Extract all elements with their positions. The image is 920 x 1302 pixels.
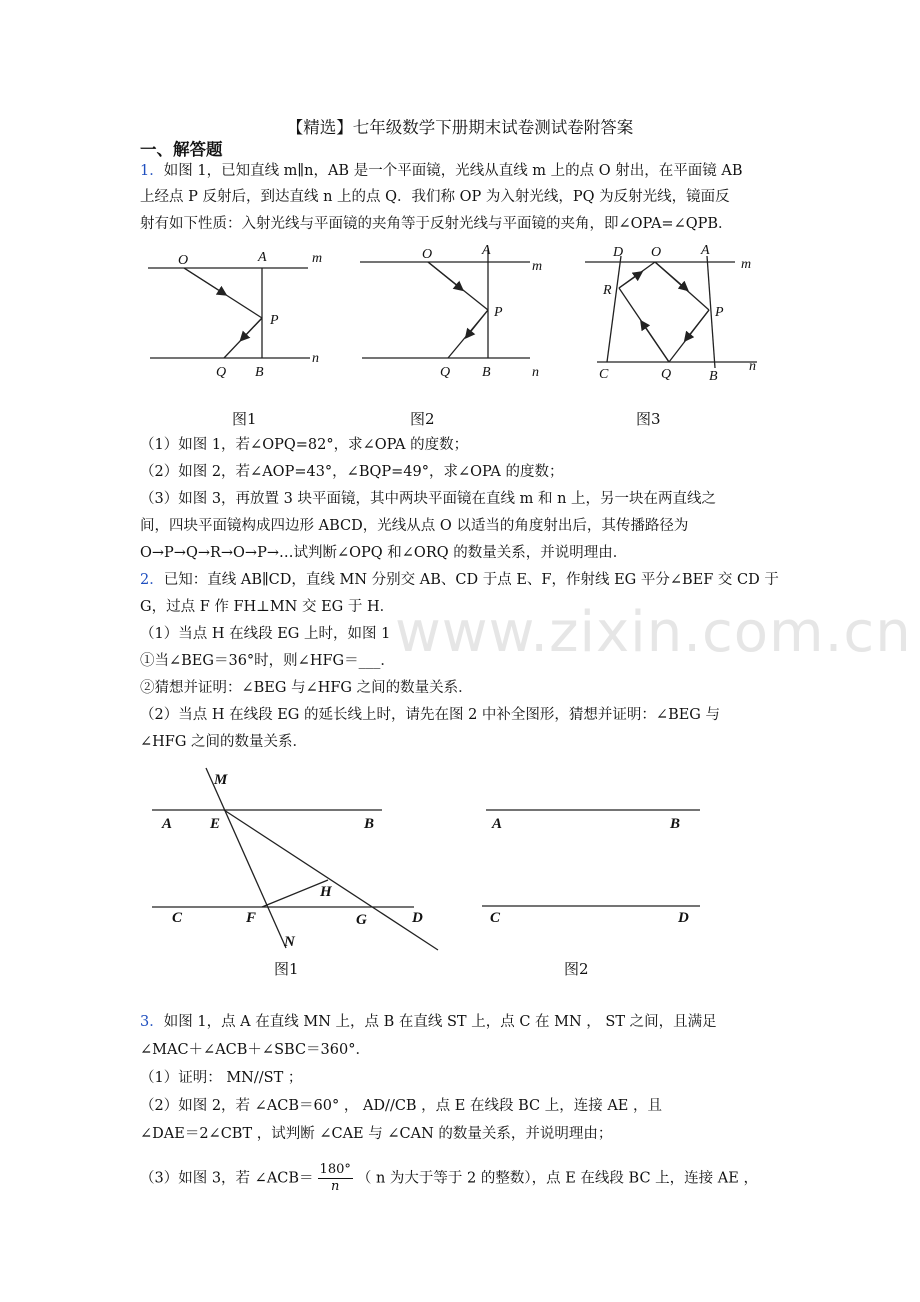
q1-part-3-line-2: 间，四块平面镜构成四边形 ABCD，光线从点 O 以适当的角度射出后，其传播路径为	[140, 518, 689, 534]
q1-fig1-caption: 图1	[232, 410, 257, 428]
fig3-label-C: C	[599, 367, 609, 380]
watermark: www.zixin.com.cn	[395, 600, 912, 665]
fig2-label-P: P	[494, 305, 503, 320]
page-title: 【精选】七年级数学下册期末试卷测试卷附答案	[286, 118, 634, 137]
fig2-label-m: m	[532, 259, 543, 274]
q1-line-3: 射有如下性质：入射光线与平面镜的夹角等于反射光线与平面镜的夹角，即∠OPA=∠QPB．	[140, 216, 733, 232]
q2-figure-2	[482, 810, 700, 906]
fig2-label-O: O	[422, 247, 433, 262]
fig3-label-m: m	[741, 257, 752, 272]
q2-fig2-label-B: B	[670, 816, 681, 832]
q2-line-3: （1）当点 H 在线段 EG 上时，如图 1	[140, 626, 391, 642]
q2-figure-1	[152, 768, 438, 950]
fig3-label-O: O	[651, 245, 662, 260]
q1-part-3-line-3: O→P→Q→R→O→P→…试判断∠OPQ 和∠ORQ 的数量关系，并说明理由．	[140, 545, 628, 561]
figure-2	[360, 248, 530, 358]
fig2-label-A: A	[482, 243, 491, 258]
q3-line-4: （2）如图 2，若 ∠ACB＝60° ， AD//CB ，点 E 在线段 BC 上，连接 AE ，且	[140, 1098, 662, 1114]
q2-label-E: E	[210, 816, 221, 832]
q3-line-3: （1）证明： MN//ST ；	[140, 1070, 303, 1086]
fig1-label-B: B	[255, 365, 264, 380]
fig3-label-A: A	[701, 243, 710, 258]
q3-line-6: （3）如图 3，若 ∠ACB＝ $\frac{180^\circ}{n}$ （ n 为大于等于 2 的整数），点 E 在线段 BC 上，连接 AE ，	[140, 1162, 758, 1194]
q2-fig2-label-C: C	[490, 910, 501, 926]
fig3-label-D: D	[613, 245, 624, 260]
fig3-label-n: n	[749, 359, 756, 374]
q1-line-2: 上经点 P 反射后，到达直线 n 上的点 Q．我们称 OP 为入射光线，PQ 为反射光线，镜面反	[140, 189, 730, 205]
q1-part-1: （1）如图 1，若∠OPQ=82°，求∠OPA 的度数；	[140, 437, 469, 453]
q2-label-N: N	[284, 934, 295, 950]
fig2-label-B: B	[482, 365, 491, 380]
q1-number: 1．	[140, 163, 164, 179]
q2-label-C: C	[172, 910, 183, 926]
fig1-label-Q: Q	[216, 365, 227, 380]
q2-figures	[150, 762, 710, 962]
fig2-label-n: n	[532, 365, 539, 380]
figure-3	[585, 256, 757, 368]
section-heading: 一、解答题	[140, 140, 223, 159]
q1-part-2: （2）如图 2，若∠AOP=43°，∠BQP=49°，求∠OPA 的度数；	[140, 464, 564, 480]
fig3-label-B: B	[709, 369, 718, 380]
fig3-label-R: R	[603, 283, 612, 298]
fig1-label-P: P	[270, 313, 279, 328]
fig3-label-P: P	[715, 305, 724, 320]
q1-line-1: 1．如图 1，已知直线 m∥n，AB 是一个平面镜，光线从直线 m 上的点 O 射出，在平面镜 AB	[140, 163, 743, 179]
q3-line-5: ∠DAE＝2∠CBT ，试判断 ∠CAE 与 ∠CAN 的数量关系，并说明理由；	[140, 1126, 613, 1142]
q2-fig2-label-D: D	[678, 910, 689, 926]
q2-fig1-caption: 图1	[274, 960, 299, 978]
q2-line-6: （2）当点 H 在线段 EG 的延长线上时，请先在图 2 中补全图形，猜想并证明：∠BEG 与	[140, 707, 720, 723]
q3-line-1: 3．如图 1，点 A 在直线 MN 上，点 B 在直线 ST 上，点 C 在 MN ， ST 之间，且满足	[140, 1014, 717, 1030]
q2-line-7: ∠HFG 之间的数量关系．	[140, 734, 308, 750]
q2-label-G: G	[356, 912, 367, 928]
q2-fig2-label-A: A	[492, 816, 503, 832]
q1-fig2-caption: 图2	[410, 410, 435, 428]
q2-label-M: M	[214, 772, 228, 788]
q2-line-2: G，过点 F 作 FH⊥MN 交 EG 于 H．	[140, 599, 395, 615]
q2-label-F: F	[246, 910, 257, 926]
fig3-label-Q: Q	[661, 367, 672, 380]
fig1-label-m: m	[312, 251, 323, 266]
q2-line-4: ①当∠BEG＝36°时，则∠HFG＝___．	[140, 653, 395, 669]
q2-label-B: B	[364, 816, 375, 832]
fig1-label-n: n	[312, 351, 319, 366]
q2-number: 2．	[140, 572, 164, 588]
q2-label-D: D	[412, 910, 423, 926]
q1-figures	[140, 240, 780, 380]
fig1-label-A: A	[258, 250, 267, 265]
fraction: $\frac{180^\circ}{n}$	[319, 1162, 351, 1194]
fig1-label-O: O	[178, 253, 189, 268]
q2-label-H: H	[320, 884, 332, 900]
q2-fig2-caption: 图2	[564, 960, 589, 978]
q3-line-2: ∠MAC＋∠ACB＋∠SBC＝360°．	[140, 1042, 370, 1058]
q1-fig3-caption: 图3	[636, 410, 661, 428]
fig2-label-Q: Q	[440, 365, 451, 380]
q2-line-1: 2．已知：直线 AB∥CD，直线 MN 分别交 AB、CD 于点 E、F，作射线 EG 平分∠BEF 交 CD 于	[140, 572, 779, 588]
q3-number: 3．	[140, 1014, 164, 1030]
figure-1	[148, 268, 310, 358]
q2-label-A: A	[162, 816, 173, 832]
q1-part-3-line-1: （3）如图 3，再放置 3 块平面镜，其中两块平面镜在直线 m 和 n 上，另一块在两直线之	[140, 491, 717, 507]
q2-line-5: ②猜想并证明：∠BEG 与∠HFG 之间的数量关系．	[140, 680, 473, 696]
